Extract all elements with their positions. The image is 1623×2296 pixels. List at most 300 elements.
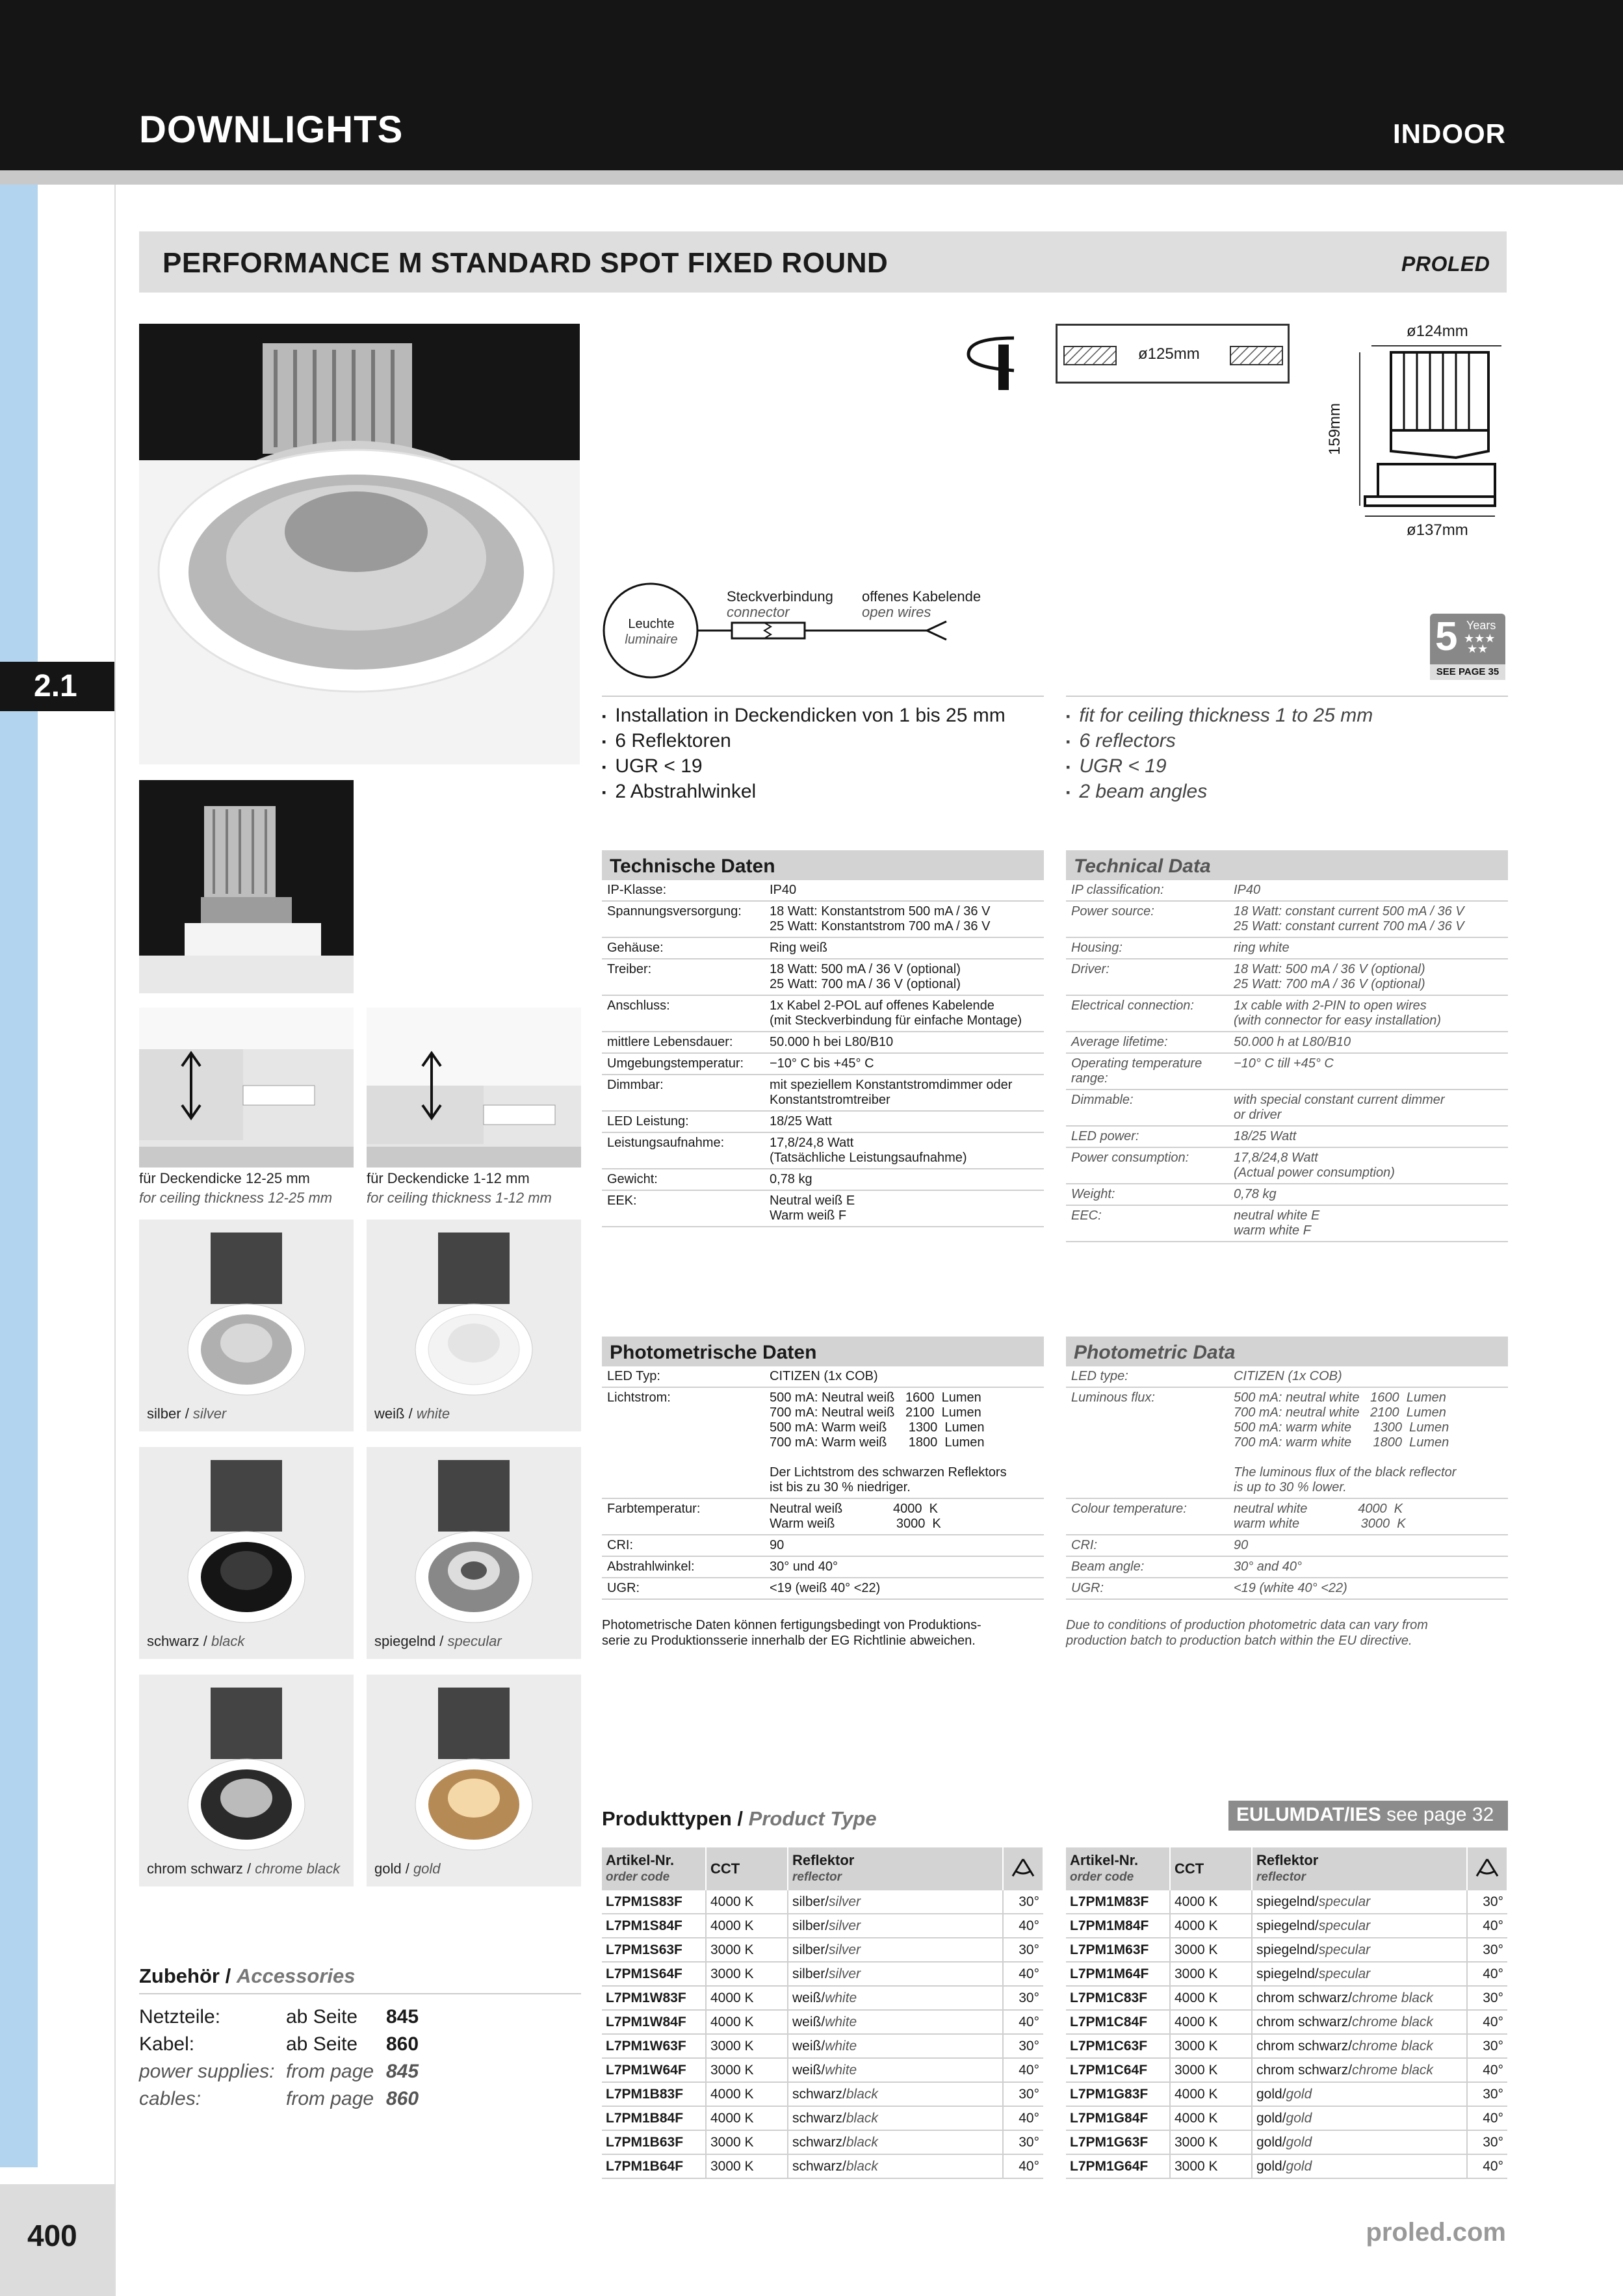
order-code: L7PM1S83F (602, 1890, 706, 1914)
spec-value: 18 Watt: 500 mA / 36 V (optional) 25 Watt: 700 mA / 36 V (optional) (1228, 959, 1508, 995)
variant-photo-specular (367, 1447, 581, 1659)
cct-value: 3000 K (1170, 2130, 1252, 2154)
features-list-de (602, 703, 1006, 805)
section-number: 2.1 (34, 669, 77, 703)
order-code: L7PM1M84F (1066, 1914, 1170, 1938)
caption-gold: gold / gold (374, 1860, 441, 1877)
col-cct: CCT (1170, 1847, 1252, 1890)
order-code: L7PM1G63F (1066, 2130, 1170, 2154)
beam-angle-value: 40° (1467, 2154, 1507, 2178)
beam-angle-value: 40° (1467, 2010, 1507, 2034)
beam-angle-value: 30° (1003, 1890, 1043, 1914)
spec-row (602, 937, 1044, 959)
height-dimension: 159mm (1326, 402, 1344, 455)
spec-value: 18 Watt: constant current 500 mA / 36 V 25 Watt: constant current 700 mA / 36 V (1228, 901, 1508, 937)
bottom-diameter: ø137mm (1407, 521, 1468, 539)
table-row (1066, 2130, 1507, 2154)
order-code: L7PM1M63F (1066, 1938, 1170, 1962)
tech-data-en-title: Technical Data (1066, 850, 1508, 880)
spec-key: EEK: (602, 1190, 764, 1227)
photo-data-de-title: Photometrische Daten (602, 1337, 1044, 1366)
wiring-openwires-label: offenes Kabelende open wires (862, 588, 981, 620)
feature-item: ▪ 6 reflectors (1066, 729, 1373, 754)
table-row (602, 1938, 1043, 1962)
spec-value: <19 (white 40° <22) (1228, 1578, 1508, 1599)
accessory-row-en: power supplies: from page 845 (139, 2061, 419, 2082)
table-row (602, 2106, 1043, 2130)
table-row (1066, 1938, 1507, 1962)
table-row (1066, 2034, 1507, 2058)
spec-key: Electrical connection: (1066, 995, 1228, 1032)
spec-key: LED power: (1066, 1126, 1228, 1147)
spec-key: Farbtemperatur: (602, 1498, 764, 1535)
accessory-row-en: cables: from page 860 (139, 2088, 419, 2109)
spec-row (1066, 880, 1508, 901)
spec-value: ring white (1228, 937, 1508, 959)
order-code: L7PM1M64F (1066, 1962, 1170, 1986)
beam-angle-value: 40° (1467, 1962, 1507, 1986)
cct-value: 3000 K (706, 1962, 788, 1986)
spec-value: IP40 (1228, 880, 1508, 901)
cct-value: 3000 K (1170, 2058, 1252, 2082)
spec-value: 18 Watt: Konstantstrom 500 mA / 36 V 25 Watt: Konstantstrom 700 mA / 36 V (764, 901, 1044, 937)
spec-value: CITIZEN (1x COB) (1228, 1366, 1508, 1387)
caption-chrome-black: chrom schwarz / chrome black (147, 1860, 341, 1877)
beam-angle-value: 30° (1003, 2130, 1043, 2154)
spec-key: Operating temperature range: (1066, 1053, 1228, 1089)
spec-value: 1x cable with 2-PIN to open wires (with connector for easy installation) (1228, 995, 1508, 1032)
spec-value: 1x Kabel 2-POL auf offenes Kabelende (mit Steckverbindung für einfache Montage) (764, 995, 1044, 1032)
beam-angle-value: 40° (1003, 1962, 1043, 1986)
spec-value: with special constant current dimmer or driver (1228, 1089, 1508, 1126)
reflector-value: weiß/white (788, 2034, 1003, 2058)
spec-key: UGR: (602, 1578, 764, 1599)
beam-angle-value: 30° (1467, 2034, 1507, 2058)
beam-angle-icon (1003, 1847, 1043, 1890)
product-title: PERFORMANCE M STANDARD SPOT FIXED ROUND (162, 247, 889, 279)
brand-logo: PROLED (1401, 252, 1490, 276)
spec-key: Beam angle: (1066, 1556, 1228, 1578)
reflector-value: gold/gold (1252, 2154, 1467, 2178)
reflector-value: weiß/white (788, 2010, 1003, 2034)
table-row (602, 1986, 1043, 2010)
spec-key: Dimmable: (1066, 1089, 1228, 1126)
spec-value: mit speziellem Konstantstromdimmer oder Konstantstromtreiber (764, 1075, 1044, 1111)
spec-key: Spannungsversorgung: (602, 901, 764, 937)
wiring-luminaire-label: Leuchte luminaire (625, 617, 678, 647)
spec-row (602, 1366, 1044, 1387)
order-code: L7PM1G84F (1066, 2106, 1170, 2130)
cct-value: 3000 K (706, 2154, 788, 2178)
spec-value: 30° and 40° (1228, 1556, 1508, 1578)
spec-key: CRI: (1066, 1535, 1228, 1556)
variant-photo-white (367, 1220, 581, 1431)
order-code: L7PM1G83F (1066, 2082, 1170, 2106)
order-code: L7PM1C83F (1066, 1986, 1170, 2010)
spec-row (1066, 1366, 1508, 1387)
table-row (1066, 2010, 1507, 2034)
order-code: L7PM1B84F (602, 2106, 706, 2130)
ceiling-photo-1-12 (367, 1008, 581, 1168)
table-row (602, 2130, 1043, 2154)
cct-value: 4000 K (706, 2082, 788, 2106)
spec-row (1066, 995, 1508, 1032)
spec-value: neutral white E warm white F (1228, 1205, 1508, 1242)
cct-value: 3000 K (1170, 2034, 1252, 2058)
spec-row (1066, 1032, 1508, 1053)
ceiling-photo-12-25 (139, 1008, 354, 1168)
wiring-connector-label: Steckverbindung connector (727, 588, 833, 620)
spec-row (602, 1032, 1044, 1053)
caption-white: weiß / white (374, 1405, 450, 1422)
feature-item: ▪ UGR < 19 (1066, 754, 1373, 779)
cct-value: 4000 K (1170, 2106, 1252, 2130)
table-row (602, 1914, 1043, 1938)
feature-item: ▪ Installation in Deckendicken von 1 bis 25 mm (602, 703, 1006, 729)
spec-value: neutral white 4000 K warm white 3000 K (1228, 1498, 1508, 1535)
order-code: L7PM1C84F (1066, 2010, 1170, 2034)
spec-row (602, 880, 1044, 901)
spec-key: IP classification: (1066, 880, 1228, 901)
spec-key: Housing: (1066, 937, 1228, 959)
spec-row (602, 959, 1044, 995)
caption-specular: spiegelnd / specular (374, 1633, 502, 1649)
spec-value: 90 (1228, 1535, 1508, 1556)
spec-row (602, 1556, 1044, 1578)
cct-value: 4000 K (1170, 1890, 1252, 1914)
spec-row (1066, 901, 1508, 937)
beam-angle-value: 40° (1467, 2058, 1507, 2082)
beam-angle-value: 30° (1003, 2034, 1043, 2058)
spec-value: IP40 (764, 880, 1044, 901)
cct-value: 3000 K (706, 2130, 788, 2154)
eulumdat-link[interactable]: EULUMDAT/IES see page 32 (1228, 1801, 1508, 1831)
top-diameter: ø124mm (1407, 322, 1468, 340)
caption-silver: silber / silver (147, 1405, 227, 1422)
beam-angle-value: 40° (1003, 2058, 1043, 2082)
warranty-years-number: 5 (1435, 614, 1458, 659)
spec-key: Gehäuse: (602, 937, 764, 959)
cct-value: 3000 K (1170, 1938, 1252, 1962)
spec-row (1066, 1126, 1508, 1147)
spec-value: 500 mA: neutral white 1600 Lumen 700 mA: neutral white 2100 Lumen 500 mA: warm white 1300 Lumen 700 mA: warm white 1800 Lumen The luminous flux of the black reflector is up to 30 % lower. (1228, 1387, 1508, 1498)
cct-value: 3000 K (1170, 1962, 1252, 1986)
table-row (602, 2154, 1043, 2178)
reflector-value: chrom schwarz/chrome black (1252, 2010, 1467, 2034)
table-row (1066, 1914, 1507, 1938)
spec-key: UGR: (1066, 1578, 1228, 1599)
cutout-dimension: ø125mm (1138, 345, 1200, 363)
reflector-value: silber/silver (788, 1938, 1003, 1962)
col-order-code: Artikel-Nr. order code (602, 1847, 706, 1890)
reflector-value: gold/gold (1252, 2082, 1467, 2106)
spec-key: Lichtstrom: (602, 1387, 764, 1498)
spec-key: Treiber: (602, 959, 764, 995)
warranty-badge (1430, 614, 1505, 680)
spec-row (1066, 1556, 1508, 1578)
reflector-value: spiegelnd/specular (1252, 1962, 1467, 1986)
beam-angle-value: 30° (1003, 1938, 1043, 1962)
order-code: L7PM1B63F (602, 2130, 706, 2154)
spec-row (1066, 1387, 1508, 1498)
spec-value: 18/25 Watt (1228, 1126, 1508, 1147)
order-code: L7PM1G64F (1066, 2154, 1170, 2178)
spec-row (1066, 1147, 1508, 1184)
spec-row (602, 1111, 1044, 1132)
area-label: INDOOR (1393, 118, 1506, 149)
beam-angle-value: 40° (1003, 2106, 1043, 2130)
sidebar-strip (0, 185, 38, 2167)
reflector-value: silber/silver (788, 1962, 1003, 1986)
caption-black: schwarz / black (147, 1633, 245, 1649)
reflector-value: chrom schwarz/chrome black (1252, 2058, 1467, 2082)
spec-row (1066, 1053, 1508, 1089)
spec-row (1066, 1089, 1508, 1126)
spec-key: Weight: (1066, 1184, 1228, 1205)
reflector-value: spiegelnd/specular (1252, 1890, 1467, 1914)
spec-key: Gewicht: (602, 1169, 764, 1190)
spec-key: IP-Klasse: (602, 880, 764, 901)
cct-value: 4000 K (706, 1986, 788, 2010)
spec-key: CRI: (602, 1535, 764, 1556)
spec-value: 17,8/24,8 Watt (Tatsächliche Leistungsaufnahme) (764, 1132, 1044, 1169)
accessories-divider (139, 1993, 581, 1994)
cutout-diagram (1056, 324, 1290, 384)
caption-ceiling-12-25: für Deckendicke 12-25 mm for ceiling thickness 12-25 mm (139, 1170, 333, 1206)
cct-value: 3000 K (706, 1938, 788, 1962)
accessories-title: Zubehör / Accessories (139, 1964, 356, 1987)
table-row (1066, 2154, 1507, 2178)
variant-photo-chrome-black (139, 1675, 354, 1886)
spec-row (1066, 1184, 1508, 1205)
beam-angle-value: 30° (1467, 1986, 1507, 2010)
spec-key: Luminous flux: (1066, 1387, 1228, 1498)
spec-row (1066, 1498, 1508, 1535)
spec-row (602, 1169, 1044, 1190)
reflector-value: chrom schwarz/chrome black (1252, 1986, 1467, 2010)
cct-value: 3000 K (706, 2034, 788, 2058)
features-divider-de (602, 696, 1044, 697)
reflector-value: spiegelnd/specular (1252, 1938, 1467, 1962)
cct-value: 4000 K (706, 2010, 788, 2034)
spec-value: 50.000 h at L80/B10 (1228, 1032, 1508, 1053)
photo-data-de-table (602, 1366, 1044, 1600)
reflector-value: weiß/white (788, 2058, 1003, 2082)
order-code: L7PM1B64F (602, 2154, 706, 2178)
order-code: L7PM1S63F (602, 1938, 706, 1962)
feature-item: ▪ UGR < 19 (602, 754, 1006, 779)
page-number: 400 (27, 2219, 77, 2252)
warranty-stars-icon: ★★★ ★★ (1464, 632, 1496, 655)
cct-value: 4000 K (1170, 2010, 1252, 2034)
table-row (602, 1890, 1043, 1914)
table-row (1066, 2058, 1507, 2082)
spec-key: Power source: (1066, 901, 1228, 937)
order-code: L7PM1S64F (602, 1962, 706, 1986)
col-cct: CCT (706, 1847, 788, 1890)
beam-angle-value: 30° (1467, 1890, 1507, 1914)
feature-item: ▪ 2 Abstrahlwinkel (602, 779, 1006, 805)
beam-angle-value: 30° (1003, 2082, 1043, 2106)
beam-angle-value: 40° (1467, 1914, 1507, 1938)
spec-value: −10° C bis +45° C (764, 1053, 1044, 1075)
beam-angle-value: 30° (1467, 1938, 1507, 1962)
spec-value: Neutral weiß E Warm weiß F (764, 1190, 1044, 1227)
accessory-row: Kabel: ab Seite 860 (139, 2033, 419, 2055)
features-list-en (1066, 703, 1373, 805)
spec-key: Abstrahlwinkel: (602, 1556, 764, 1578)
spec-value: 18 Watt: 500 mA / 36 V (optional) 25 Watt: 700 mA / 36 V (optional) (764, 959, 1044, 995)
spec-value: 50.000 h bei L80/B10 (764, 1032, 1044, 1053)
cct-value: 4000 K (706, 1890, 788, 1914)
spec-key: Leistungsaufnahme: (602, 1132, 764, 1169)
spec-value: −10° C till +45° C (1228, 1053, 1508, 1089)
order-code: L7PM1B83F (602, 2082, 706, 2106)
spec-key: Driver: (1066, 959, 1228, 995)
reflector-value: schwarz/black (788, 2130, 1003, 2154)
beam-angle-value: 30° (1467, 2082, 1507, 2106)
spec-row (602, 995, 1044, 1032)
spec-key: Dimmbar: (602, 1075, 764, 1111)
spec-row (602, 1498, 1044, 1535)
spec-key: Average lifetime: (1066, 1032, 1228, 1053)
spec-row (602, 1387, 1044, 1498)
caption-ceiling-1-12: für Deckendicke 1-12 mm for ceiling thickness 1-12 mm (367, 1170, 552, 1206)
spec-key: EEC: (1066, 1205, 1228, 1242)
spec-value: 90 (764, 1535, 1044, 1556)
spec-value: CITIZEN (1x COB) (764, 1366, 1044, 1387)
spec-value: 500 mA: Neutral weiß 1600 Lumen 700 mA: Neutral weiß 2100 Lumen 500 mA: Warm weiß 1300 Lumen 700 mA: Warm weiß 1800 Lumen Der Lichtstrom des schwarzen Reflektors ist bis zu 30 % niedriger. (764, 1387, 1044, 1498)
spec-key: Power consumption: (1066, 1147, 1228, 1184)
col-reflector: Reflektor reflector (1252, 1847, 1467, 1890)
spec-key: LED type: (1066, 1366, 1228, 1387)
reflector-value: schwarz/black (788, 2082, 1003, 2106)
footer-site: proled.com (1366, 2218, 1506, 2247)
cct-value: 4000 K (1170, 2082, 1252, 2106)
feature-item: ▪ 2 beam angles (1066, 779, 1373, 805)
spec-key: Anschluss: (602, 995, 764, 1032)
beam-angle-value: 30° (1003, 1986, 1043, 2010)
features-divider-en (1066, 696, 1508, 697)
order-code: L7PM1W83F (602, 1986, 706, 2010)
cct-value: 4000 K (706, 2106, 788, 2130)
side-dimension-drawing (1339, 321, 1514, 526)
photo-note-en: Due to conditions of production photometric data can vary from production batch to production batch within the EU directive. (1066, 1618, 1428, 1648)
spec-row (1066, 1205, 1508, 1242)
product-table-header (602, 1847, 1043, 1890)
beam-angle-icon (1467, 1847, 1507, 1890)
spec-value: 0,78 kg (764, 1169, 1044, 1190)
main-product-photo (139, 324, 580, 764)
product-table-header (1066, 1847, 1507, 1890)
photo-data-en-table (1066, 1366, 1508, 1600)
beam-angle-value: 40° (1003, 2154, 1043, 2178)
product-types-title: Produkttypen / Product Type (602, 1807, 877, 1830)
spec-row (1066, 1578, 1508, 1599)
cct-value: 4000 K (1170, 1986, 1252, 2010)
spec-key: mittlere Lebensdauer: (602, 1032, 764, 1053)
order-code: L7PM1W63F (602, 2034, 706, 2058)
header-stripe (0, 170, 1623, 185)
accessory-row: Netzteile: ab Seite 845 (139, 2006, 419, 2028)
beam-angle-value: 40° (1003, 1914, 1043, 1938)
beam-angle-value: 40° (1467, 2106, 1507, 2130)
tech-data-de-table (602, 880, 1044, 1227)
spec-row (602, 1053, 1044, 1075)
spec-row (602, 901, 1044, 937)
spec-value: Neutral weiß 4000 K Warm weiß 3000 K (764, 1498, 1044, 1535)
ceiling-clip-icon (962, 325, 1059, 400)
beam-angle-value: 30° (1467, 2130, 1507, 2154)
reflector-value: chrom schwarz/chrome black (1252, 2034, 1467, 2058)
reflector-value: silber/silver (788, 1890, 1003, 1914)
spec-key: Colour temperature: (1066, 1498, 1228, 1535)
reflector-value: schwarz/black (788, 2106, 1003, 2130)
spec-value: 0,78 kg (1228, 1184, 1508, 1205)
table-row (1066, 2082, 1507, 2106)
spec-row (1066, 1535, 1508, 1556)
table-row (602, 2058, 1043, 2082)
spec-value: 30° und 40° (764, 1556, 1044, 1578)
reflector-value: weiß/white (788, 1986, 1003, 2010)
warranty-years-label: Years (1466, 619, 1496, 632)
order-code: L7PM1M83F (1066, 1890, 1170, 1914)
variant-photo-black (139, 1447, 354, 1659)
table-row (1066, 1986, 1507, 2010)
photo-note-de: Photometrische Daten können fertigungsbedingt von Produktions- serie zu Produktionsserie innerhalb der EG Richtlinie abweichen. (602, 1618, 981, 1648)
spec-value: 18/25 Watt (764, 1111, 1044, 1132)
table-row (602, 2010, 1043, 2034)
product-table-right (1066, 1847, 1508, 2179)
spec-key: LED Typ: (602, 1366, 764, 1387)
side-product-photo (139, 780, 354, 993)
order-code: L7PM1W64F (602, 2058, 706, 2082)
spec-value: Ring weiß (764, 937, 1044, 959)
cct-value: 3000 K (1170, 2154, 1252, 2178)
spec-row (602, 1132, 1044, 1169)
spec-value: 17,8/24,8 Watt (Actual power consumption) (1228, 1147, 1508, 1184)
col-order-code: Artikel-Nr. order code (1066, 1847, 1170, 1890)
cct-value: 4000 K (1170, 1914, 1252, 1938)
spec-row (602, 1578, 1044, 1599)
order-code: L7PM1W84F (602, 2010, 706, 2034)
table-row (1066, 2106, 1507, 2130)
variant-photo-gold (367, 1675, 581, 1886)
sidebar-divider (114, 185, 116, 2296)
spec-row (1066, 959, 1508, 995)
reflector-value: schwarz/black (788, 2154, 1003, 2178)
tech-data-en-table (1066, 880, 1508, 1242)
reflector-value: gold/gold (1252, 2130, 1467, 2154)
order-code: L7PM1S84F (602, 1914, 706, 1938)
spec-row (1066, 937, 1508, 959)
table-row (1066, 1962, 1507, 1986)
spec-key: LED Leistung: (602, 1111, 764, 1132)
product-table-left (602, 1847, 1044, 2179)
spec-key: Umgebungstemperatur: (602, 1053, 764, 1075)
beam-angle-value: 40° (1003, 2010, 1043, 2034)
col-reflector: Reflektor reflector (788, 1847, 1003, 1890)
spec-row (602, 1190, 1044, 1227)
reflector-value: spiegelnd/specular (1252, 1914, 1467, 1938)
reflector-value: silber/silver (788, 1914, 1003, 1938)
feature-item: ▪ fit for ceiling thickness 1 to 25 mm (1066, 703, 1373, 729)
order-code: L7PM1C64F (1066, 2058, 1170, 2082)
spec-row (602, 1535, 1044, 1556)
table-row (602, 1962, 1043, 1986)
spec-value: <19 (weiß 40° <22) (764, 1578, 1044, 1599)
feature-item: ▪ 6 Reflektoren (602, 729, 1006, 754)
